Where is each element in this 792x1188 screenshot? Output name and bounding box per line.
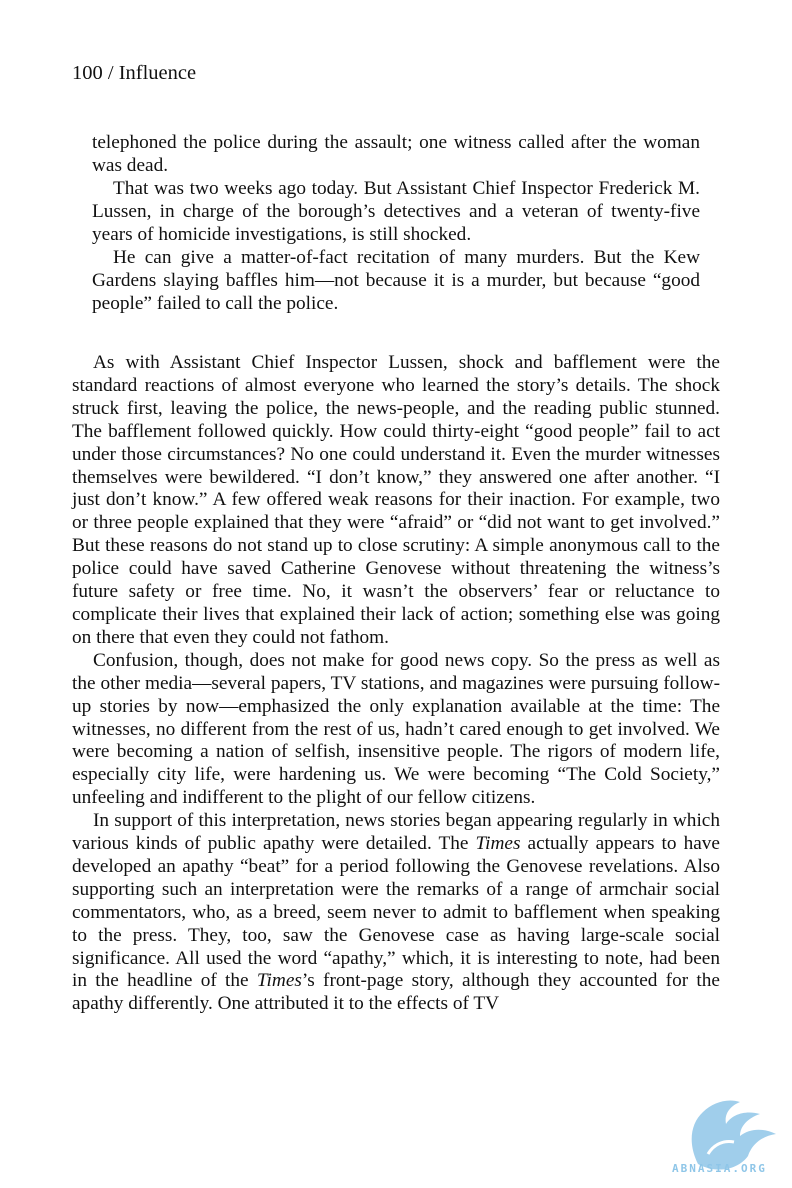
body-text — [72, 352, 720, 1016]
paragraph-3-part-a: In support of this interpretation, news stories began appearing regularly in which various kinds of public apathy were detailed. The — [72, 810, 720, 855]
paragraph-1: As with Assistant Chief Inspector Lussen, shock and bafflement were the standard reactions of almost everyone who learned the story’s details. The shock struck first, leaving the police, the news-people, and the reading public stunned. The bafflement followed quickly. How could thirty-eight “good people” fail to act under those circumstances? No one could understand it. Even the murder witnesses themselves were bewildered. “I don’t know,” they answered one after another. “I just don’t know.” A few offered weak reasons for their inaction. For example, two or three people explained that they were “afraid” or “did not want to get involved.” But these reasons do not stand up to close scrutiny: A simple anonymous call to the police could have saved Catherine Genovese without threatening the witness’s future safety or free time. No, it wasn’t the observers’ fear or reluctance to complicate their lives that explained their lack of action; something else was going on there that even they could not fathom. — [72, 352, 720, 648]
paragraph-3-part-c: ’s front-page story, although they accounted for the apathy differently. One attributed it to the effects of TV — [72, 970, 720, 1015]
quote-paragraph-2: That was two weeks ago today. But Assistant Chief Inspector Frederick M. Lussen, in charge of the borough’s detectives and a veteran of twenty-five years of homicide investigations, is still shocked. — [92, 178, 700, 245]
quote-paragraph-1: telephoned the police during the assault; one witness called after the woman was dead. — [92, 132, 700, 176]
running-header: 100 / Influence — [72, 62, 197, 84]
times-title-2: Times — [256, 970, 302, 992]
watermark-text: ABNASIA.ORG — [672, 1162, 767, 1175]
quote-paragraph-3: He can give a matter-of-fact recitation of many murders. But the Kew Gardens slaying baffles him—not because it is a murder, but because “good people” failed to call the police. — [92, 247, 700, 314]
paragraph-2: Confusion, though, does not make for good news copy. So the press as well as the other media—several papers, TV stations, and magazines were pursuing follow-up stories by now—emphasized the only explanation available at the time: The witnesses, no different from the rest of us, hadn’t cared enough to get involved. We were becoming a nation of selfish, insensitive people. The rigors of modern life, especially city life, were hardening us. We were becoming “The Cold Society,” unfeeling and indifferent to the plight of our fellow citizens. — [72, 649, 720, 809]
block-quote — [92, 131, 700, 315]
paragraph-3 — [72, 810, 720, 1016]
times-title-1: Times — [475, 833, 521, 855]
paragraph-3-part-b: actually appears to have developed an apathy “beat” for a period following the Genovese revelations. Also supporting such an interpretation were the remarks of a range of armchair social commentators, who, as a breed, seem never to admit to bafflement when speaking to the press. They, too, saw the Genovese case as having large-scale social significance. All used the word “apathy,” which, it is interesting to note, had been in the headline of the — [72, 833, 720, 992]
